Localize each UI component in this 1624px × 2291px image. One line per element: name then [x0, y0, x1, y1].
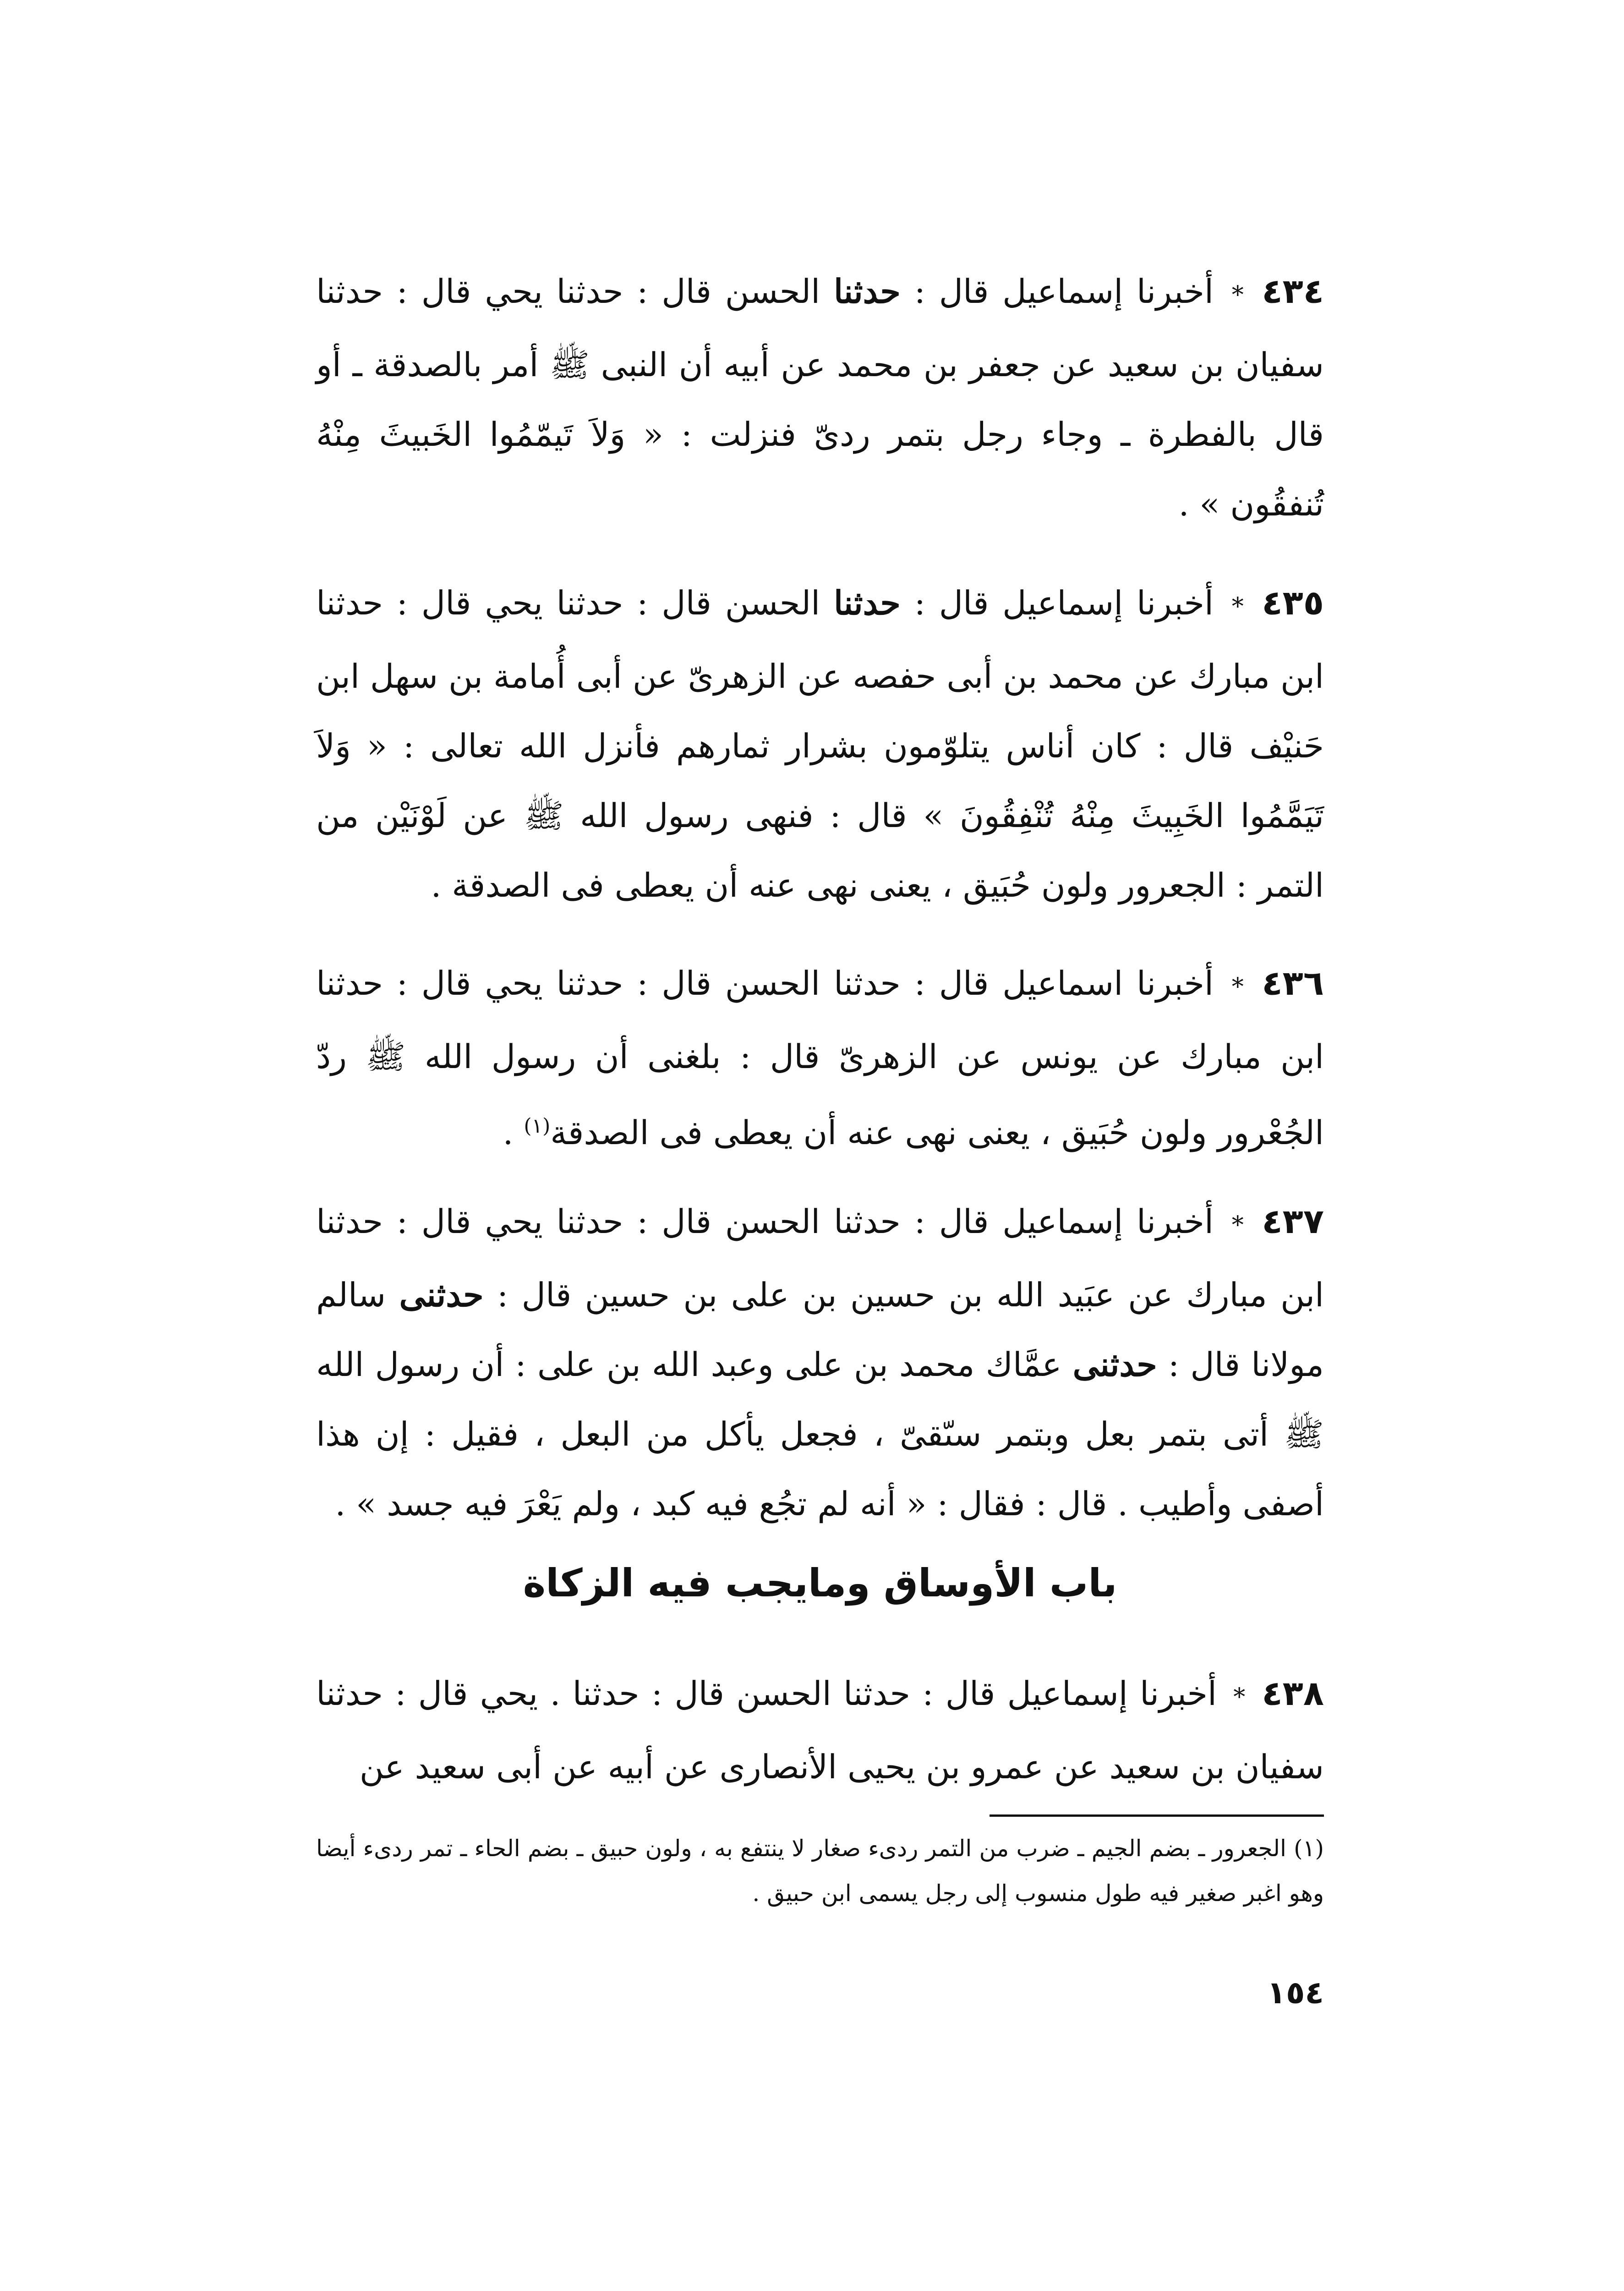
- hadith-bullet: *: [1231, 1211, 1244, 1239]
- hadith-438: [316, 1659, 1324, 1802]
- hadith-bullet: *: [1231, 281, 1244, 309]
- hadith-paragraph: [316, 1659, 1324, 1802]
- hadith-paragraph: [316, 257, 1324, 539]
- hadith-text-a: أخبرنا إسماعيل قال : حدثنا الحسن قال : حدثنا يحي قال : حدثنا ابن مبارك عن عبَيد الله بن حسين بن على بن حسين قال :: [316, 1202, 1324, 1314]
- hadith-lead: أخبرنا إسماعيل قال :: [914, 584, 1214, 622]
- hadith-number: ٤٣٨: [1262, 1674, 1324, 1713]
- hadith-paragraph: [316, 948, 1324, 1167]
- hadith-bullet: *: [1231, 593, 1244, 620]
- hadith-number: ٤٣٧: [1262, 1202, 1324, 1241]
- hadith-number: ٤٣٥: [1262, 583, 1324, 623]
- hadith-435: [316, 568, 1324, 920]
- bold-term: حدثنى: [1072, 1345, 1157, 1384]
- hadith-text: أخبرنا اسماعيل قال : حدثنا الحسن قال : حدثنا يحي قال : حدثنا ابن مبارك عن يونس عن الزهرىّ قال : بلغنى أن رسول الله ﷺ ردّ الجُعْرور ولون حُبَيق ، يعنى نهى عنه أن يعطى فى الصدقة: [316, 964, 1324, 1152]
- hadith-bullet: *: [1231, 973, 1244, 1001]
- hadith-text: الحسن قال : حدثنا يحي قال : حدثنا سفيان بن سعيد عن جعفر بن محمد عن أبيه أن النبى ﷺ أمر بالصدقة ـ أو قال بالفطرة ـ وجاء رجل بتمر ردىّ فنزلت : « وَلاَ تَيمّمُوا الخَبيثَ مِنْهُ تُنفقُون » .: [316, 272, 1324, 523]
- hadith-number: ٤٣٦: [1262, 964, 1324, 1003]
- hadith-number: ٤٣٤: [1262, 272, 1324, 311]
- bold-term: حدثنا: [833, 583, 901, 622]
- hadith-437: [316, 1187, 1324, 1539]
- page-number: ١٥٤: [1267, 1975, 1324, 2011]
- bold-term: حدثنى: [399, 1275, 484, 1314]
- hadith-paragraph: [316, 1187, 1324, 1539]
- hadith-text: أخبرنا إسماعيل قال : حدثنا الحسن قال : حدثنا . يحي قال : حدثنا سفيان بن سعيد عن عمرو بن يحيى الأنصارى عن أبيه عن أبى سعيد عن: [316, 1674, 1324, 1786]
- hadith-text-c: عمَّاك محمد بن على وعبد الله بن على : أن رسول الله ﷺ أتى بتمر بعل وبتمر سىّقىّ ، فجعل يأكل من البعل ، فقيل : إن هذا أصفى وأطيب . قال : فقال : « أنه لم تجُع فيه كبد ، ولم يَعْرَ فيه جسد » .: [316, 1345, 1324, 1523]
- hadith-436: [316, 948, 1324, 1167]
- footnote: (١) الجعرور ـ بضم الجيم ـ ضرب من التمر ردىء صغار لا ينتفع به ، ولون حبيق ـ بضم الحاء ـ تمر ردىء أيضا وهو اغبر صغير فيه طول منسوب إلى رجل يسمى ابن حبيق .: [316, 1835, 1324, 1907]
- footnote-reference: (١): [524, 1114, 551, 1138]
- hadith-text: الحسن قال : حدثنا يحي قال : حدثنا ابن مبارك عن محمد بن أبى حفصه عن الزهرىّ عن أبى أُمامة بن سهل ابن حَنيْف قال : كان أناس يتلوّمون بشرار ثمارهم فأنزل الله تعالى : « وَلاَ تَيَمَّمُوا الخَبِيثَ مِنْهُ تُنْفِقُونَ » قال : فنهى رسول الله ﷺ عن لَوْنَيْن من التمر : الجعرور ولون حُبَيق ، يعنى نهى عنه أن يعطى فى الصدقة .: [316, 584, 1324, 904]
- chapter-heading: باب الأوساق ومايجب فيه الزكاة: [523, 1561, 1117, 1606]
- bold-term: حدثنا: [833, 272, 901, 311]
- hadith-paragraph: [316, 568, 1324, 920]
- hadith-text-b: سالم مولانا قال :: [316, 1276, 1324, 1384]
- hadith-bullet: *: [1233, 1683, 1246, 1711]
- hadith-lead: أخبرنا إسماعيل قال :: [914, 272, 1214, 311]
- hadith-end: .: [503, 1113, 524, 1152]
- footnote-divider: [990, 1814, 1324, 1817]
- hadith-434: [316, 257, 1324, 539]
